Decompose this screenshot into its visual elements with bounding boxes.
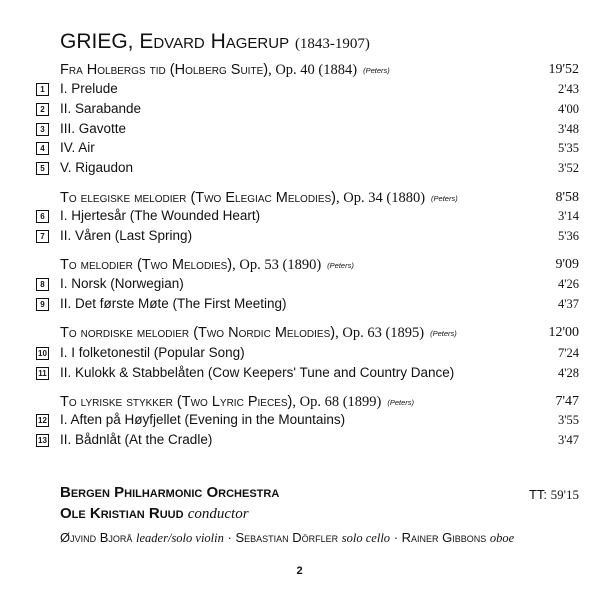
track-duration: 4'37 — [557, 297, 579, 311]
separator: · — [227, 530, 232, 545]
track-row — [36, 228, 579, 246]
track-title: I. Norsk (Norwegian) — [60, 276, 184, 291]
track-duration: 3'52 — [557, 161, 579, 175]
soloist-role: oboe — [489, 531, 515, 545]
track-row — [36, 140, 579, 158]
work-duration: 19'52 — [548, 62, 579, 77]
soloist-role: solo cello — [341, 531, 391, 545]
track-title: II. Sarabande — [60, 101, 142, 116]
track-duration: 3'48 — [557, 122, 579, 136]
separator: · — [393, 530, 399, 545]
work-duration: 8'58 — [555, 190, 579, 205]
page-number: 2 — [296, 565, 303, 577]
track-number: 9 — [36, 298, 49, 311]
work-subtitle: (Two Lyric Pieces) — [176, 394, 293, 410]
track-duration: 4'26 — [557, 277, 579, 291]
track-row — [36, 365, 579, 383]
total-time-value: 59'15 — [550, 487, 579, 502]
work-opus: , Op. 53 (1890) — [232, 257, 322, 273]
work-subtitle: (Two Elegiac Melodies) — [190, 190, 337, 206]
track-title: V. Rigaudon — [60, 160, 134, 175]
track-row — [36, 160, 579, 178]
work-publisher: (Peters) — [363, 66, 390, 75]
work-duration: 9'09 — [555, 257, 579, 272]
soloist-name: Øjvind Bjorå — [60, 530, 133, 545]
track-title: I. Prelude — [60, 81, 118, 96]
track-duration: 4'00 — [557, 102, 579, 116]
track-duration: 4'28 — [557, 366, 579, 380]
track-row — [36, 432, 579, 450]
conductor-line — [60, 505, 249, 523]
track-duration: 7'24 — [557, 346, 579, 360]
work-opus: , Op. 40 (1884) — [268, 62, 358, 78]
work-publisher: (Peters) — [430, 329, 457, 338]
work-publisher: (Peters) — [327, 261, 354, 270]
track-row — [36, 412, 579, 430]
conductor-role: conductor — [187, 506, 249, 522]
soloist-name: Sebastian Dörfler — [235, 530, 339, 545]
track-title: II. Det første Møte (The First Meeting) — [60, 296, 287, 311]
track-row — [36, 345, 579, 363]
work-title: To nordiske melodier — [60, 325, 190, 341]
orchestra-name: Bergen Philharmonic Orchestra — [60, 484, 280, 501]
track-row — [36, 208, 579, 226]
track-row — [36, 101, 579, 119]
work-opus: , Op. 68 (1899) — [292, 394, 382, 410]
track-title: II. Kulokk & Stabbelåten (Cow Keepers' Tune and Country Dance) — [60, 365, 455, 380]
work-subtitle: (Holberg Suite) — [169, 62, 269, 78]
track-duration: 3'14 — [557, 209, 579, 223]
work-heading — [60, 257, 579, 277]
track-row — [36, 81, 579, 99]
track-number: 2 — [36, 103, 49, 116]
track-number: 8 — [36, 278, 49, 291]
work-opus: , Op. 34 (1880) — [336, 190, 426, 206]
track-title: II. Bådnlåt (At the Cradle) — [60, 432, 213, 447]
soloist-name: Rainer Gibbons — [401, 530, 487, 545]
track-duration: 5'35 — [557, 141, 579, 155]
track-row — [36, 296, 579, 314]
track-duration: 3'47 — [557, 433, 579, 447]
track-duration: 2'43 — [557, 82, 579, 96]
track-duration: 3'55 — [557, 413, 579, 427]
work-title: To lyriske stykker — [60, 394, 173, 410]
track-row — [36, 121, 579, 139]
track-title: III. Gavotte — [60, 121, 127, 136]
work-title: To melodier — [60, 257, 133, 273]
composer-heading — [60, 30, 370, 54]
track-title: I. Aften på Høyfjellet (Evening in the Mountains) — [60, 412, 346, 427]
track-title: II. Våren (Last Spring) — [60, 228, 193, 243]
conductor-name: Ole Kristian Ruud — [60, 505, 184, 522]
track-number: 10 — [36, 347, 49, 360]
soloists-line — [60, 530, 514, 546]
track-title: I. Hjertesår (The Wounded Heart) — [60, 208, 261, 223]
composer-name: GRIEG, Edvard Hagerup — [60, 30, 290, 53]
soloist-role: leader/solo violin — [136, 531, 224, 545]
total-time — [529, 487, 579, 503]
track-title: I. I folketonestil (Popular Song) — [60, 345, 245, 360]
work-title: To elegiske melodier — [60, 190, 187, 206]
track-number: 12 — [36, 414, 49, 427]
track-number: 11 — [36, 367, 49, 380]
work-heading — [60, 325, 579, 345]
track-number: 5 — [36, 162, 49, 175]
work-publisher: (Peters) — [431, 194, 458, 203]
work-heading — [60, 190, 579, 210]
work-subtitle: (Two Nordic Melodies) — [193, 325, 336, 341]
track-number: 6 — [36, 210, 49, 223]
work-subtitle: (Two Melodies) — [136, 257, 233, 273]
work-heading — [60, 394, 579, 414]
composer-dates: (1843-1907) — [294, 36, 370, 52]
total-time-label: TT: — [528, 487, 548, 502]
track-number: 13 — [36, 434, 49, 447]
work-heading — [60, 62, 579, 82]
work-opus: , Op. 63 (1895) — [335, 325, 425, 341]
track-row — [36, 276, 579, 294]
track-title: IV. Air — [60, 140, 95, 155]
track-number: 1 — [36, 83, 49, 96]
track-number: 3 — [36, 123, 49, 136]
track-number: 7 — [36, 230, 49, 243]
track-number: 4 — [36, 142, 49, 155]
work-title: Fra Holbergs tid — [60, 62, 166, 78]
work-publisher: (Peters) — [387, 398, 415, 407]
work-duration: 7'47 — [555, 394, 579, 409]
track-duration: 5'36 — [557, 229, 579, 243]
work-duration: 12'00 — [548, 325, 579, 340]
